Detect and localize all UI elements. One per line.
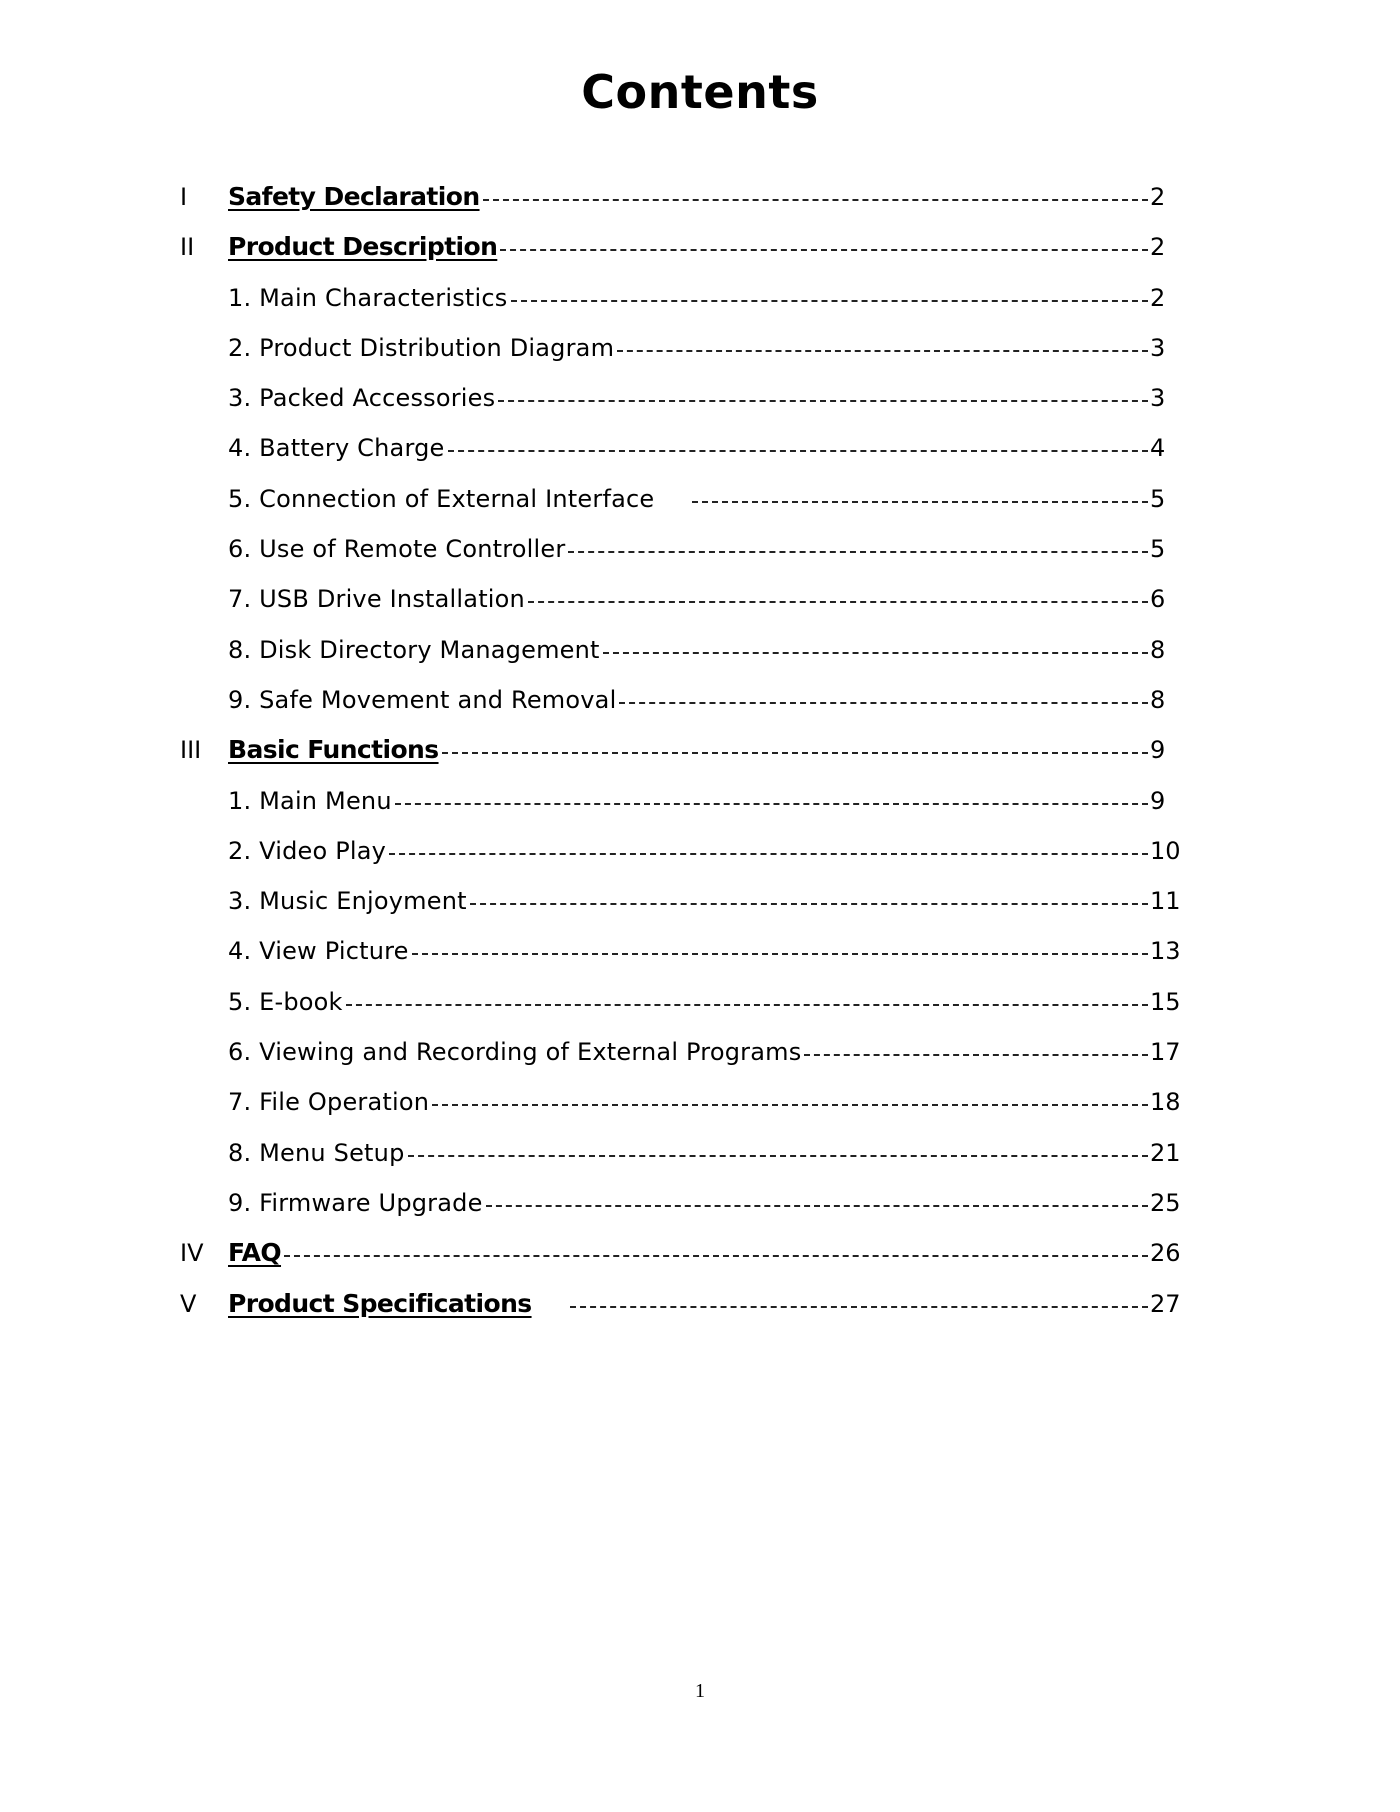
toc-page-number: 3 bbox=[1150, 384, 1166, 413]
toc-subsection-label[interactable]: 1. Main Characteristics bbox=[228, 283, 508, 312]
toc-page-number: 4 bbox=[1150, 434, 1166, 463]
toc-subsection-label[interactable]: 4. View Picture bbox=[228, 937, 409, 966]
toc-subsection-label[interactable]: 9. Firmware Upgrade bbox=[228, 1188, 483, 1217]
toc-entry-file-operation[interactable] bbox=[180, 1077, 1180, 1127]
toc-leader-dashes bbox=[617, 350, 1148, 352]
toc-leader-dashes bbox=[511, 300, 1149, 302]
toc-page-number: 21 bbox=[1150, 1138, 1181, 1167]
toc-page-number: 8 bbox=[1150, 685, 1166, 714]
toc-entry-menu-setup[interactable] bbox=[180, 1128, 1180, 1178]
toc-entry-product-description[interactable] bbox=[180, 222, 1180, 272]
toc-page-number: 2 bbox=[1150, 233, 1166, 262]
toc-page-number: 15 bbox=[1150, 987, 1181, 1016]
toc-entry-safety-declaration[interactable] bbox=[180, 172, 1180, 222]
toc-entry-faq[interactable] bbox=[180, 1228, 1180, 1278]
toc-leader-dashes bbox=[500, 249, 1148, 251]
toc-subsection-label[interactable]: 6. Use of Remote Controller bbox=[228, 535, 566, 564]
toc-subsection-label[interactable]: 3. Packed Accessories bbox=[228, 384, 496, 413]
toc-entry-battery-charge[interactable] bbox=[180, 423, 1180, 473]
toc-section-numeral: V bbox=[180, 1289, 197, 1318]
toc-subsection-label[interactable]: 4. Battery Charge bbox=[228, 434, 445, 463]
toc-leader-dashes bbox=[692, 501, 1148, 503]
toc-entry-view-picture[interactable] bbox=[180, 926, 1180, 976]
toc-leader-dashes bbox=[284, 1255, 1148, 1257]
toc-subsection-label[interactable]: 9. Safe Movement and Removal bbox=[228, 685, 617, 714]
toc-entry-disk-directory-management[interactable] bbox=[180, 625, 1180, 675]
toc-subsection-label[interactable]: 6. Viewing and Recording of External Programs bbox=[228, 1038, 802, 1067]
toc-subsection-label[interactable]: 5. Connection of External Interface bbox=[228, 484, 655, 513]
toc-section-link[interactable]: Safety Declaration bbox=[228, 182, 480, 211]
toc-page-number: 27 bbox=[1150, 1289, 1181, 1318]
toc-entry-viewing-and-recording-of-external-programs[interactable] bbox=[180, 1027, 1180, 1077]
toc-leader-dashes bbox=[448, 450, 1148, 452]
toc-page-number: 5 bbox=[1150, 535, 1166, 564]
toc-leader-dashes bbox=[442, 752, 1148, 754]
toc-entry-music-enjoyment[interactable] bbox=[180, 876, 1180, 926]
toc-entry-main-menu[interactable] bbox=[180, 776, 1180, 826]
toc-entry-use-of-remote-controller[interactable] bbox=[180, 524, 1180, 574]
toc-leader-dashes bbox=[483, 199, 1148, 201]
toc-entry-safe-movement-and-removal[interactable] bbox=[180, 675, 1180, 725]
toc-leader-dashes bbox=[408, 1155, 1148, 1157]
toc-subsection-label[interactable]: 5. E-book bbox=[228, 987, 343, 1016]
toc-entry-firmware-upgrade[interactable] bbox=[180, 1178, 1180, 1228]
toc-section-link[interactable]: Product Description bbox=[228, 232, 498, 262]
toc-leader-dashes bbox=[498, 400, 1148, 402]
toc-subsection-label[interactable]: 8. Menu Setup bbox=[228, 1138, 405, 1167]
toc-section-numeral: I bbox=[180, 183, 188, 211]
toc-section-link[interactable]: Basic Functions bbox=[228, 735, 439, 765]
toc-section-numeral: IV bbox=[180, 1239, 204, 1268]
toc-section-numeral: III bbox=[180, 736, 202, 765]
toc-page-number: 6 bbox=[1150, 585, 1166, 614]
toc-entry-product-distribution-diagram[interactable] bbox=[180, 323, 1180, 373]
toc-entry-e-book[interactable] bbox=[180, 977, 1180, 1027]
toc-leader-dashes bbox=[470, 903, 1148, 905]
toc-page-number: 3 bbox=[1150, 333, 1166, 362]
toc-entry-connection-of-external-interface[interactable] bbox=[180, 474, 1180, 524]
toc-entry-video-play[interactable] bbox=[180, 826, 1180, 876]
toc-leader-dashes bbox=[389, 853, 1148, 855]
toc-entry-packed-accessories[interactable] bbox=[180, 373, 1180, 423]
toc-page-number: 8 bbox=[1150, 635, 1166, 664]
toc-page-number: 13 bbox=[1150, 937, 1181, 966]
toc-leader-dashes bbox=[804, 1054, 1148, 1056]
toc-leader-dashes bbox=[486, 1205, 1148, 1207]
toc-page-number: 25 bbox=[1150, 1188, 1181, 1217]
toc-entry-product-specifications[interactable] bbox=[180, 1279, 1180, 1329]
toc-entry-usb-drive-installation[interactable] bbox=[180, 574, 1180, 624]
toc-page-number: 2 bbox=[1150, 183, 1166, 211]
toc-page-number: 17 bbox=[1150, 1038, 1181, 1067]
toc-leader-dashes bbox=[412, 953, 1148, 955]
toc-entry-basic-functions[interactable] bbox=[180, 725, 1180, 775]
toc-leader-dashes bbox=[346, 1004, 1148, 1006]
toc-subsection-label[interactable]: 8. Disk Directory Management bbox=[228, 635, 600, 664]
toc-leader-dashes bbox=[619, 702, 1148, 704]
toc-leader-dashes bbox=[528, 601, 1148, 603]
toc-page-number: 2 bbox=[1150, 283, 1166, 312]
toc-page-number: 10 bbox=[1150, 836, 1181, 865]
toc-leader-dashes bbox=[395, 803, 1148, 805]
toc-section-numeral: II bbox=[180, 233, 195, 262]
toc-subsection-label[interactable]: 3. Music Enjoyment bbox=[228, 887, 467, 916]
toc-leader-dashes bbox=[603, 652, 1148, 654]
toc-page-number: 5 bbox=[1150, 484, 1166, 513]
toc-leader-dashes bbox=[432, 1104, 1148, 1106]
toc-entry-main-characteristics[interactable] bbox=[180, 273, 1180, 323]
table-of-contents bbox=[180, 172, 1180, 1329]
toc-page-number: 11 bbox=[1150, 887, 1181, 916]
toc-page-number: 9 bbox=[1150, 786, 1166, 815]
toc-subsection-label[interactable]: 2. Product Distribution Diagram bbox=[228, 333, 615, 362]
toc-page-number: 18 bbox=[1150, 1088, 1181, 1117]
toc-subsection-label[interactable]: 7. USB Drive Installation bbox=[228, 585, 525, 614]
page-footer-number: 1 bbox=[695, 1680, 705, 1702]
page-title: Contents bbox=[581, 65, 819, 119]
toc-page-number: 26 bbox=[1150, 1239, 1181, 1268]
toc-page-number: 9 bbox=[1150, 736, 1166, 765]
toc-subsection-label[interactable]: 2. Video Play bbox=[228, 836, 387, 865]
toc-subsection-label[interactable]: 7. File Operation bbox=[228, 1088, 430, 1117]
toc-subsection-label[interactable]: 1. Main Menu bbox=[228, 786, 392, 815]
toc-section-link[interactable]: FAQ bbox=[228, 1238, 282, 1268]
toc-leader-dashes bbox=[568, 551, 1148, 553]
toc-section-link[interactable]: Product Specifications bbox=[228, 1288, 532, 1318]
toc-leader-dashes bbox=[570, 1306, 1148, 1308]
